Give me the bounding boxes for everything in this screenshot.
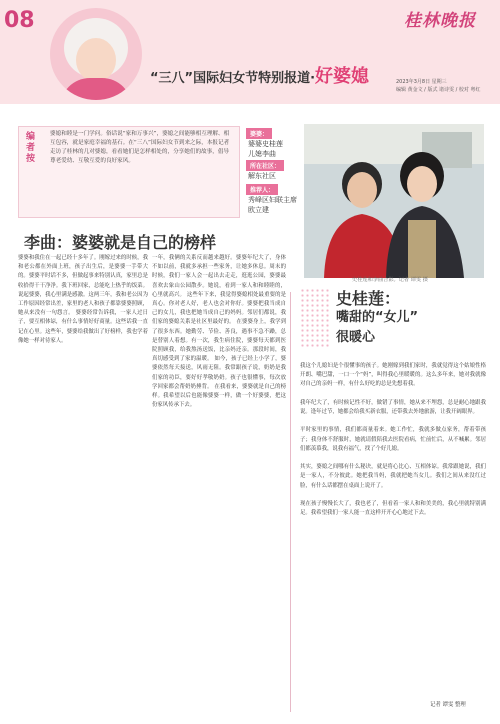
article2-body: 我这个儿媳妇是个很懂事的孩子。她刚嫁到我们家时，我就觉得这个姑娘性格开朗、嘴巴甜，一口一个“妈”，叫得我心里暖暖的。这么多年来，她对我就像对自己的亲妈一样，有什么好吃的总是先想着我。 我年纪大了，有时候记性不好，做错了事情，她从来不埋怨，总是耐心地跟我说。逢年过节，她都会给我买新衣服，还带我去外地旅游，让我开阔眼界。 平时家里的事情，我们都商量着来。她工作忙，我就多做点家务，帮着带孩子；我身体不舒服时，她就请假陪我去医院看病，忙前忙后，从不喊累。邻居们都羡慕我，说我有福气，找了个好儿媳。 其实，婆媳之间哪有什么秘诀，就是将心比心、互相体谅。我常跟她说，我们是一家人，不分彼此。她把我当妈，我就把她当女儿。我们之间从来没红过脸，有什么话都摆在桌面上说开了。 现在孩子慢慢长大了，我也老了，但看着一家人和和美美的，我心里就特别满足。我希望我们一家人能一直这样开开心心地过下去。	[300, 363, 486, 517]
headline-highlight: 好婆媳	[315, 66, 370, 87]
article2-subtitle-line-1: 嘴甜的“女儿”	[336, 310, 419, 325]
date-line-1: 2023年3月8日 星期三	[396, 79, 447, 85]
photo-caption: 史桂莲和李曲合影。记者 谭雯 摄	[352, 277, 428, 283]
article1-title: 李曲：婆婆就是自己的榜样	[24, 233, 217, 252]
profile-value-family: 婆婆史桂莲 儿媳李曲	[248, 140, 283, 158]
editor-note-label: 编者按	[26, 132, 36, 164]
date-line	[396, 78, 496, 94]
article1-column-1: 婆婆和我住在一起已经十多年了。刚嫁过来的时候，我和老公都在外面上班，孩子出生后，是婆婆一手带大的。婆婆平时话不多，但做起事来特别认真，家里总是收拾得干干净净。我下班回家，总能吃上热乎的饭菜。说起婆婆，我心里满是感激。这两三年，我和老公因为工作原因经常出差，家里的老人和孩子都靠婆婆照顾，她从来没有一句怨言。 婆婆经常告诉我，一家人过日子，要互相体谅，有什么事情好好商量。这些话我一直记在心里。这些年，婆婆给我做出了好榜样，我也学着像她一样对待家人。	[18, 255, 148, 344]
article1-column-2: 一年，我俩的关系反而越来越好。婆婆年纪大了，身体不如以前，我就多承担一些家务，让她多休息。周末的时候，我们一家人会一起出去走走，逛逛公园，婆婆最喜欢去象山公园散步。她说，看到一家人和和睦睦的，心里就高兴。 这些年下来，我觉得婆媳相处最重要的是真心。你对老人好，老人也会对你好。婆婆把我当成自己的女儿，我也把她当成自己的妈妈。邻居们都说，我们家的婆媳关系是社区里最好的。 在婆婆身上，我学到了很多东西。她勤劳、节俭、善良，遇事不急不躁，总是替别人着想。有一次，我生病住院，婆婆每天都到医院照顾我，给我熬汤送饭，比亲妈还亲。那段时间，我真切感受到了家的温暖。 如今，孩子已经上小学了，婆婆依然每天接送，风雨无阻。我常跟孩子说，奶奶是我们家的功臣，要好好孝敬奶奶。孩子也很懂事，每次放学回家都会帮奶奶捶背。 在我看来，婆婆就是自己的榜样。我希望以后也能像婆婆一样，做一个好婆婆，把这份家风传承下去。	[152, 255, 286, 409]
editor-note-text: 婆媳和睦是一门学问。俗话说“家和万事兴”，婆媳之间能够相互理解、相互包容，就是家庭幸福的基石。在“三八”国际妇女节到来之际，本报记者走访了桂林的几对婆媳，看看她们是怎样相处的，分享她们的故事，倡导尊老爱幼、互敬互爱的良好家风。	[50, 131, 230, 164]
dot-decoration	[300, 288, 330, 348]
profile-value-recommender: 秀峰区妇联主席 欧立建	[248, 196, 297, 214]
photo-illustration	[304, 124, 484, 278]
profile-tag-recommender: 推荐人：	[246, 184, 278, 195]
article2-subtitle	[336, 308, 418, 348]
headline-prefix: “三八”国际妇女节特别报道·	[150, 71, 316, 86]
article2-title: 史桂莲：	[336, 289, 401, 308]
column-divider	[290, 292, 291, 712]
profile-value-community: 解东社区	[248, 172, 276, 180]
profile-tag-family: 婆婆：	[246, 128, 272, 139]
date-line-2: 编辑 黄金文 / 版式 诸诗雯 / 校对 粤红	[396, 87, 481, 93]
section-headline	[150, 62, 369, 88]
family-photo	[304, 124, 484, 278]
brand-logo: 桂林晚报	[404, 11, 476, 31]
page-number: 08	[4, 8, 35, 33]
article2-byline: 记者 谭雯 整理	[430, 702, 466, 708]
profile-tag-community: 所在社区：	[246, 160, 284, 171]
article2-subtitle-line-2: 很暖心	[336, 330, 376, 345]
illustration-portrait	[50, 8, 142, 100]
